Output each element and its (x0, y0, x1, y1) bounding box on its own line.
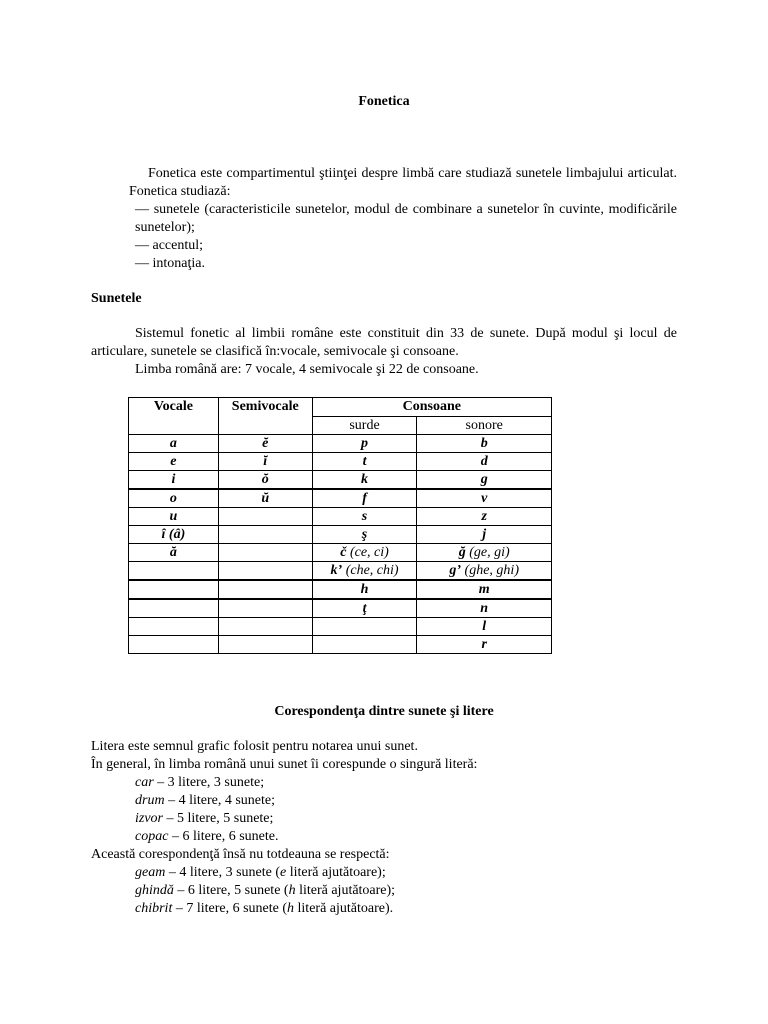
vocala-cell (129, 453, 219, 471)
semivocala-cell (218, 489, 312, 508)
vocala-cell (129, 562, 219, 581)
surda-cell (312, 618, 417, 636)
sistem-fonetic-paragraph: Sistemul fonetic al limbii române este constituit din 33 de sunete. După modul şi locul de articulare, sunetele se clasifică în:vocale, semivocale şi consoane. (91, 326, 677, 359)
example-line (135, 864, 386, 882)
vocala-cell (129, 618, 219, 636)
litera-definition: Litera este semnul grafic folosit pentru notarea unui sunet. (91, 739, 418, 754)
vocala-cell (129, 508, 219, 526)
surda-cell (312, 562, 417, 581)
semivocala-cell-letter: ĭ (263, 454, 268, 469)
vocala-cell (129, 599, 219, 618)
sonora-cell (417, 580, 552, 599)
example-word: izvor (135, 811, 163, 826)
semivocala-cell (218, 508, 312, 526)
sonora-cell (417, 489, 552, 508)
table-row (129, 471, 552, 490)
table-row (129, 636, 552, 654)
surda-cell-letter: ţ (362, 601, 367, 616)
semivocala-cell (218, 599, 312, 618)
surda-cell-letter: k (361, 472, 369, 487)
example-tail: literă ajutătoare); (295, 883, 396, 898)
surda-cell (312, 508, 417, 526)
example-line (135, 828, 278, 846)
semivocala-cell (218, 526, 312, 544)
surda-cell-letter: č (340, 545, 347, 560)
table-row (129, 580, 552, 599)
bullet-accentul: — accentul; (135, 238, 204, 253)
table-row (129, 508, 552, 526)
example-count: – 5 litere, 5 sunete; (163, 811, 274, 826)
helper-letter: h (288, 883, 296, 898)
example-word: chibrit (135, 901, 173, 916)
vocala-cell-letter: ă (169, 545, 177, 560)
surda-cell-letter: k’ (330, 563, 343, 578)
semivocala-cell (218, 435, 312, 453)
sonora-cell-letter: g (480, 472, 488, 487)
table-row (129, 599, 552, 618)
surda-cell (312, 544, 417, 562)
example-count: – 3 litere, 3 sunete; (153, 775, 265, 790)
table-row (129, 489, 552, 508)
surda-cell-letter: p (361, 436, 369, 451)
vocala-cell (129, 471, 219, 490)
sunete-summary: Limba română are: 7 vocale, 4 semivocale şi 22 de consoane. (135, 362, 479, 377)
vocala-cell-letter: e (170, 454, 177, 469)
example-count: – 6 litere, 6 sunete. (168, 829, 279, 844)
vocala-cell-letter: i (171, 472, 176, 487)
sonora-cell (417, 562, 552, 581)
example-line (135, 882, 395, 900)
surda-cell-letter: t (362, 454, 367, 469)
sonora-cell-letter: b (480, 436, 488, 451)
example-count: – 7 litere, 6 sunete ( (172, 901, 288, 916)
semivocala-cell (218, 471, 312, 490)
general-rule: În general, în limba română unui sunet îi corespunde o singură literă: (91, 757, 478, 772)
helper-letter: e (280, 865, 287, 880)
surda-cell (312, 435, 417, 453)
surda-cell-note: (ce, ci) (346, 545, 389, 560)
semivocala-cell (218, 453, 312, 471)
sonora-cell-letter: j (482, 527, 487, 542)
surda-cell-note: (che, chi) (342, 563, 399, 578)
sonora-cell-letter: g’ (449, 563, 462, 578)
sonora-cell-letter: m (478, 582, 490, 597)
semivocala-cell-letter: ŭ (261, 491, 270, 506)
sonora-cell (417, 526, 552, 544)
example-tail: literă ajutătoare); (286, 865, 386, 880)
example-word: drum (135, 793, 165, 808)
vocala-cell (129, 544, 219, 562)
vocala-cell-letter: o (169, 491, 177, 506)
sonora-cell-letter: l (482, 619, 487, 634)
example-line (135, 810, 273, 828)
example-line (135, 774, 264, 792)
surda-cell-letter: f (362, 491, 367, 506)
header-surde: surde (312, 416, 417, 435)
vocala-cell (129, 489, 219, 508)
example-word: car (135, 775, 154, 790)
surda-cell-letter: s (361, 509, 368, 524)
vocala-cell-letter: î (â) (161, 527, 186, 542)
example-count: – 4 litere, 4 sunete; (164, 793, 275, 808)
sounds-table (128, 397, 552, 654)
surda-cell (312, 471, 417, 490)
sonora-cell (417, 453, 552, 471)
sonora-cell-note: (ghe, ghi) (461, 563, 519, 578)
page-title: Fonetica (358, 94, 410, 109)
table-row (129, 435, 552, 453)
sonora-cell (417, 435, 552, 453)
vocala-cell (129, 580, 219, 599)
vocala-cell-letter: a (169, 436, 177, 451)
sonora-cell-note: (ge, gi) (465, 545, 510, 560)
table-row (129, 544, 552, 562)
sonora-cell-letter: r (481, 637, 487, 652)
table-row (129, 618, 552, 636)
exception-intro: Această corespondenţă însă nu totdeauna se respectă: (91, 847, 390, 862)
semivocala-cell (218, 618, 312, 636)
example-line (135, 900, 393, 918)
table-row (129, 562, 552, 581)
vocala-cell (129, 636, 219, 654)
sonora-cell (417, 508, 552, 526)
sonora-cell (417, 471, 552, 490)
example-count: – 6 litere, 5 sunete ( (173, 883, 289, 898)
surda-cell (312, 580, 417, 599)
vocala-cell-letter: u (169, 509, 178, 524)
header-sonore: sonore (417, 416, 552, 435)
table-row (129, 526, 552, 544)
sonora-cell (417, 636, 552, 654)
sonora-cell-letter: n (480, 601, 489, 616)
section-heading-corespondenta: Corespondenţa dintre sunete şi litere (274, 704, 494, 719)
semivocala-cell (218, 562, 312, 581)
surda-cell-letter: ş (361, 527, 368, 542)
example-word: geam (135, 865, 166, 880)
sonora-cell-letter: ğ (458, 545, 466, 560)
surda-cell (312, 636, 417, 654)
semivocala-cell (218, 544, 312, 562)
surda-cell (312, 526, 417, 544)
example-tail: literă ajutătoare). (294, 901, 394, 916)
vocala-cell (129, 526, 219, 544)
example-word: ghindă (135, 883, 174, 898)
surda-cell (312, 489, 417, 508)
bullet-sunetele: — sunetele (caracteristicile sunetelor, modul de combinare a sunetelor în cuvinte, modificările sunetelor); (135, 202, 677, 235)
sonora-cell (417, 544, 552, 562)
example-count: – 4 litere, 3 sunete ( (165, 865, 281, 880)
helper-letter: h (287, 901, 295, 916)
sonora-cell-letter: z (481, 509, 487, 524)
semivocala-cell (218, 580, 312, 599)
intro-paragraph: Fonetica este compartimentul ştiinţei despre limbă care studiază sunetele limbajului articulat. Fonetica studiază: (129, 166, 677, 199)
surda-cell (312, 453, 417, 471)
section-heading-sunetele: Sunetele (91, 291, 142, 306)
sonora-cell (417, 618, 552, 636)
example-word: copac (135, 829, 169, 844)
semivocala-cell-letter: ŏ (261, 472, 269, 487)
sonora-cell-letter: d (480, 454, 488, 469)
bullet-intonatia: — intonaţia. (135, 256, 205, 271)
header-consoane: Consoane (312, 398, 551, 417)
header-semivocale: Semivocale (218, 398, 312, 435)
sonora-cell-letter: v (481, 491, 488, 506)
vocala-cell (129, 435, 219, 453)
surda-cell-letter: h (360, 582, 369, 597)
surda-cell (312, 599, 417, 618)
semivocala-cell (218, 636, 312, 654)
semivocala-cell-letter: ĕ (262, 436, 269, 451)
table-row (129, 453, 552, 471)
example-line (135, 792, 275, 810)
header-vocale: Vocale (129, 398, 219, 435)
sonora-cell (417, 599, 552, 618)
